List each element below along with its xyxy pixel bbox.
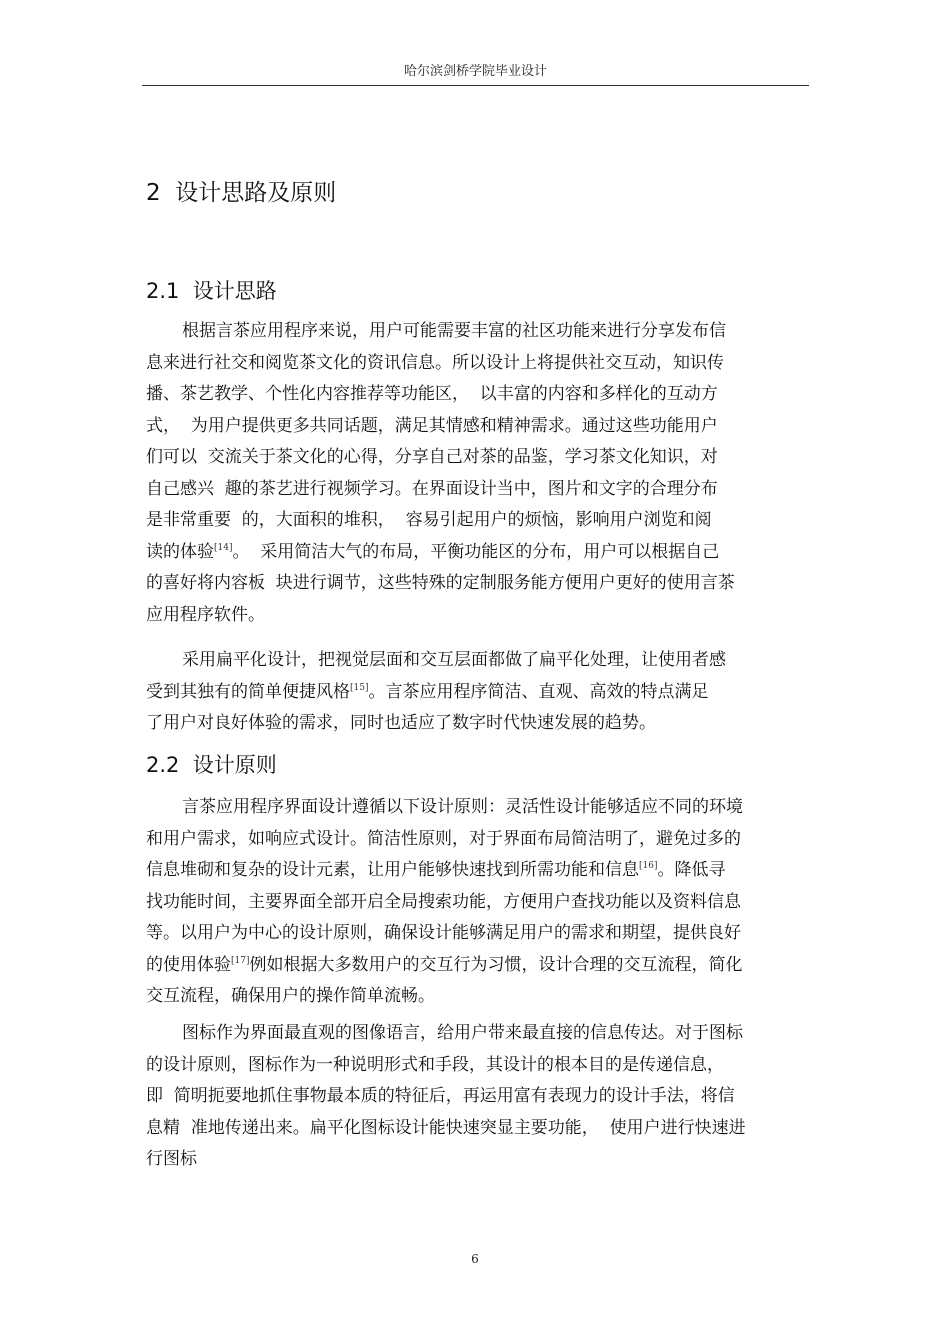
text-run: 。降低寻 <box>657 860 726 880</box>
paragraph-line: 和用户需求，如响应式设计。简洁性原则，对于界面布局简洁明了，避免过多的 <box>146 828 741 849</box>
paragraph-line: 言茶应用程序界面设计遵循以下设计原则：灵活性设计能够适应不同的环境 <box>182 797 743 817</box>
paragraph-line: 了用户对良好体验的需求，同时也适应了数字时代快速发展的趋势。 <box>146 713 656 733</box>
citation-15: [15] <box>350 682 369 693</box>
text-run: 。 采用简洁大气的布局，平衡功能区的分布，用户可以根据自己 <box>232 541 720 562</box>
paragraph-line: 息来进行社交和阅览茶文化的资讯信息。所以设计上将提供社交互动，知识传 <box>146 352 724 373</box>
citation-16: [16] <box>639 861 658 871</box>
paragraph-line: 们可以 交流关于茶文化的心得，分享自己对茶的品鉴，学习茶文化知识，对 <box>146 447 718 467</box>
paragraph-line: 根据言茶应用程序来说，用户可能需要丰富的社区功能来进行分享发布信 <box>182 321 726 341</box>
paragraph-line: 式， 为用户提供更多共同话题，满足其情感和精神需求。通过这些功能用户 <box>146 415 718 436</box>
paragraph-line: 应用程序软件。 <box>146 604 265 625</box>
paragraph-line: 即 简明扼要地抓住事物最本质的特征后，再运用富有表现力的设计手法，将信 <box>146 1086 735 1106</box>
citation-17: [17] <box>231 955 250 966</box>
paragraph-line: 自己感兴 趣的茶艺进行视频学习。在界面设计当中，图片和文字的合理分布 <box>146 478 718 499</box>
section-title-2-1: 2.1 设计思路 <box>146 279 277 303</box>
text-run: 。言茶应用程序简洁、直观、高效的特点满足 <box>368 681 709 702</box>
paragraph-line <box>146 677 810 709</box>
header-title: 哈尔滨剑桥学院毕业设计 <box>403 64 547 79</box>
paragraph-line: 采用扁平化设计，把视觉层面和交互层面都做了扁平化处理，让使用者感 <box>182 650 726 670</box>
text-run: 受到其独有的简单便捷风格 <box>146 681 350 702</box>
paragraph-line <box>146 950 810 982</box>
paragraph-line <box>146 855 810 887</box>
text-run: 的使用体验 <box>146 954 231 975</box>
paragraph-line: 等。以用户为中心的设计原则，确保设计能够满足用户的需求和期望，提供良好 <box>146 923 741 943</box>
paragraph-line: 图标作为界面最直观的图像语言，给用户带来最直接的信息传达。对于图标 <box>182 1023 743 1043</box>
paragraph-line: 的喜好将内容板 块进行调节，这些特殊的定制服务能方便用户更好的使用言茶 <box>146 573 735 593</box>
section-title-2-2: 2.2 设计原则 <box>146 753 277 777</box>
section-2-2-paragraph-2 <box>146 1018 810 1176</box>
paragraph-line: 息精 准地传递出来。扁平化图标设计能快速突显主要功能， 使用户进行快速进 <box>146 1117 746 1138</box>
paragraph-line: 交互流程，确保用户的操作简单流畅。 <box>146 986 435 1006</box>
text-run: 读的体验 <box>146 541 214 562</box>
running-header <box>142 63 809 86</box>
paragraph-line: 的设计原则，图标作为一种说明形式和手段，其设计的根本目的是传递信息， <box>146 1054 724 1075</box>
paragraph-line: 行图标 <box>146 1149 197 1169</box>
section-2-1-paragraph-1 <box>146 316 810 631</box>
text-run: 信息堆砌和复杂的设计元素，让用户能够快速找到所需功能和信息 <box>146 860 639 880</box>
section-2-1-paragraph-2 <box>146 645 810 740</box>
text-run: 例如根据大多数用户的交互行为习惯，设计合理的交互流程，简化 <box>249 954 743 975</box>
paragraph-line: 找功能时间，主要界面全部开启全局搜索功能，方便用户查找功能以及资料信息 <box>146 891 741 912</box>
paragraph-line: 是非常重要 的，大面积的堆积， 容易引起用户的烦恼，影响用户浏览和阅 <box>146 510 712 530</box>
paragraph-line: 播、茶艺教学、个性化内容推荐等功能区， 以丰富的内容和多样化的互动方 <box>146 384 718 404</box>
citation-14: [14] <box>214 542 233 553</box>
paragraph-line <box>146 537 810 569</box>
chapter-title: 2 设计思路及原则 <box>146 180 337 206</box>
page-number: 6 <box>471 1252 479 1266</box>
section-2-2-paragraph-1 <box>146 792 810 1013</box>
